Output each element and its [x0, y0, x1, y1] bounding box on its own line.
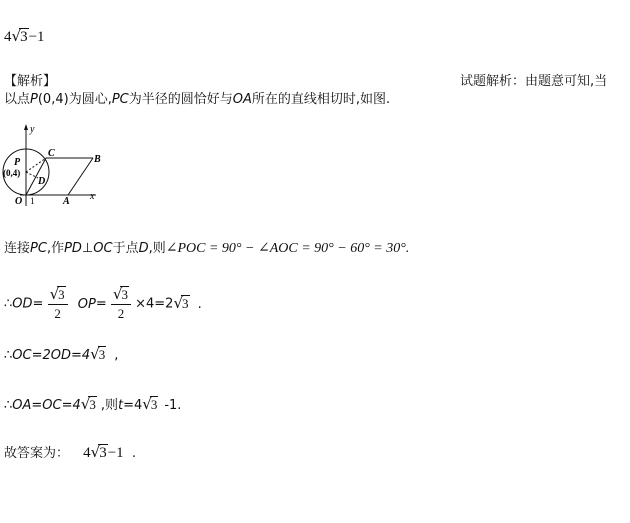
label-p: P — [14, 157, 21, 168]
answer-tail: −1 — [28, 29, 45, 45]
analysis-lead: 试题解析：由题意可知,当 — [460, 74, 608, 89]
y-arrow — [24, 124, 28, 130]
label-one: 1 — [30, 196, 35, 206]
segment-pc — [26, 158, 46, 172]
angle-formula: ∠POC = 90° − ∠AOC = 90° − 60° = 30°. — [165, 241, 410, 256]
line-oa: ∴OA=OC=4√3 ,则t=4√3 -1. — [4, 395, 182, 413]
answer-coef: 4 — [4, 29, 12, 45]
label-a: A — [63, 196, 70, 207]
top-answer — [4, 27, 45, 46]
sqrt-symbol: √3 — [11, 27, 28, 45]
label-y: y — [30, 124, 35, 135]
line-circle-description: 以点P(0,4)为圆心,PC为半径的圆恰好与OA所在的直线相切时,如图. — [4, 92, 391, 107]
final-answer: 故答案为： 4√3−1 . — [4, 443, 136, 461]
segment-ab — [68, 158, 93, 195]
label-c: C — [48, 148, 55, 159]
fraction-od: $\frac{√3}{2}$ — [48, 285, 68, 323]
line-od-op: ∴OD= $\frac{√3}{2}$ OP= $\frac{√3}{2}$ ×4=2√3 . — [4, 285, 202, 321]
line-construction: 连接PC,作PD⊥OC于点D,则∠POC = 90° − ∠AOC = 90° − 60° = 30°. — [4, 241, 410, 256]
geometry-figure — [0, 120, 120, 210]
line-oc: ∴OC=2OD=4√3 , — [4, 345, 119, 363]
label-coords: (0,4) — [3, 168, 21, 178]
label-x: x — [90, 191, 95, 202]
label-b: B — [94, 154, 101, 165]
jiexi-heading: 【解析】 — [4, 74, 57, 89]
label-d: D — [38, 176, 46, 187]
fraction-op: $\frac{√3}{2}$ — [111, 285, 131, 323]
label-o: O — [15, 196, 23, 207]
